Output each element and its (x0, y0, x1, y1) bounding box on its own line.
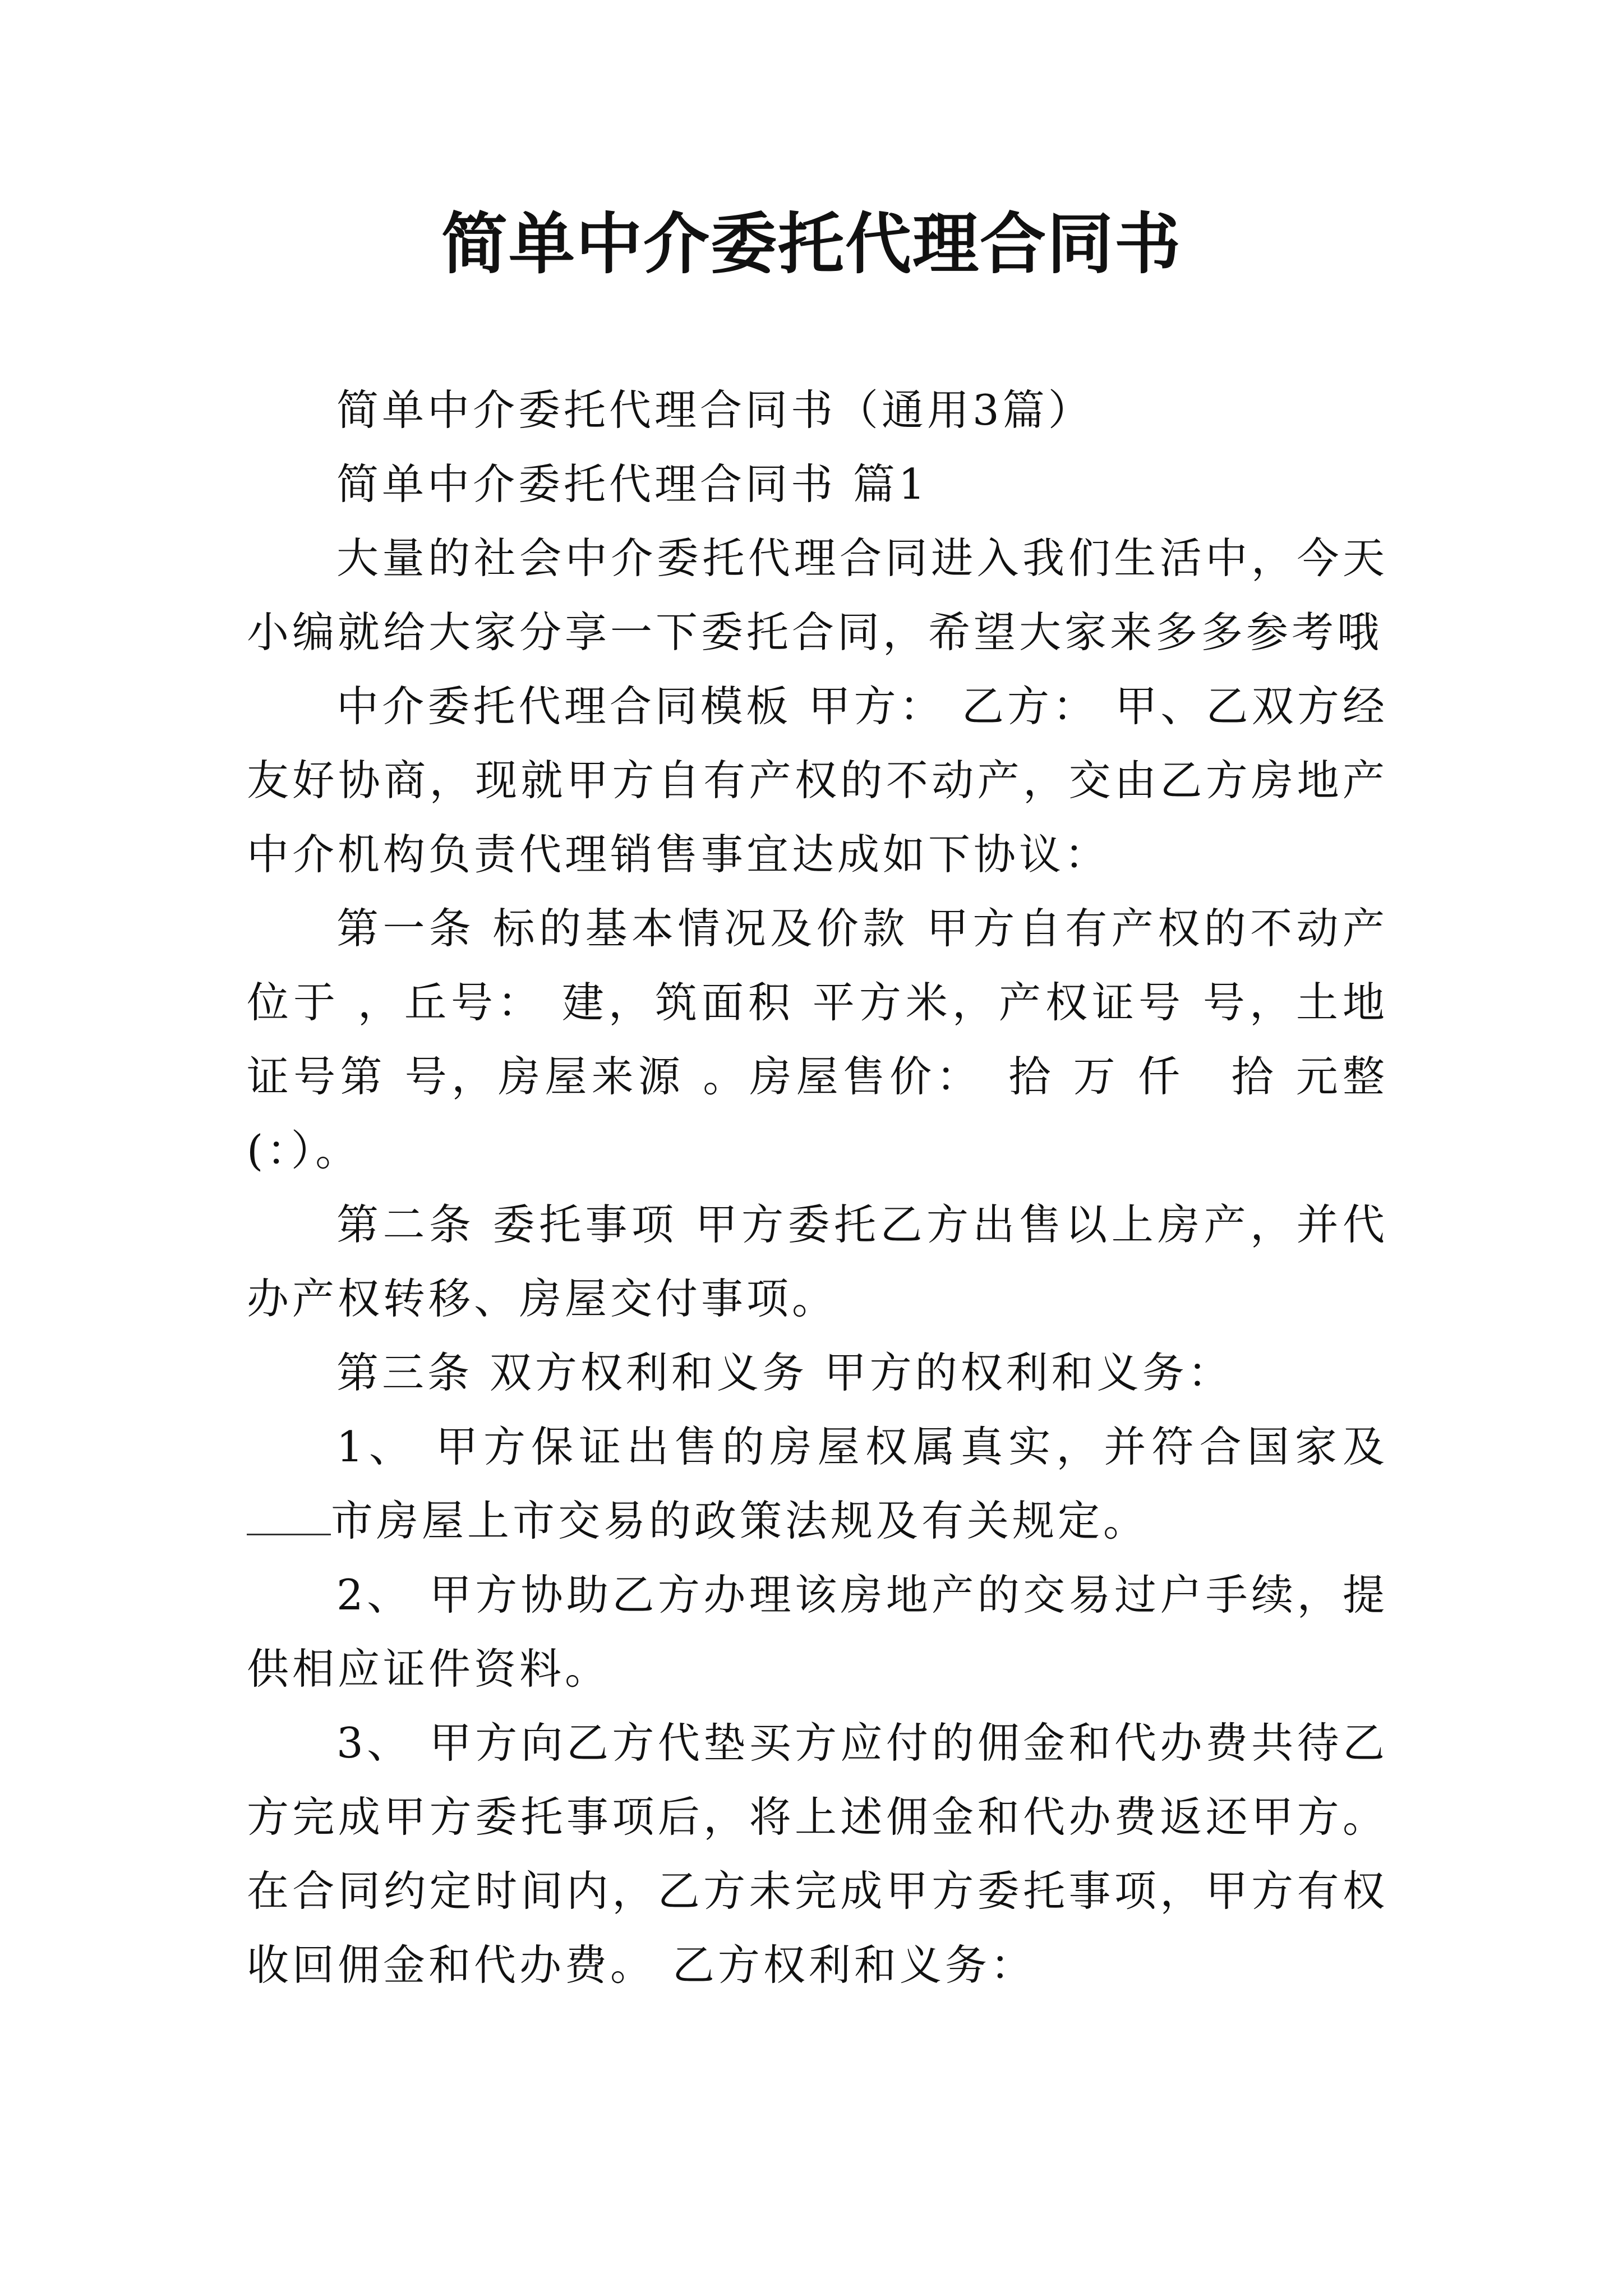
document-title: 简单中介委托代理合同书 (441, 205, 1182, 283)
fill-in-blank (247, 1494, 331, 1535)
paragraph-part-heading: 简单中介委托代理合同书 篇1 (336, 459, 929, 509)
document-body (247, 373, 1388, 2002)
clause-1-continuation: 市房屋上市交易的政策法规及有关规定。 (331, 1496, 1149, 1545)
paragraph-parties: 中介委托代理合同模板 甲方： 乙方： 甲、乙双方经友好协商，现就甲方自有产权的不动产，交由乙方房地产中介机构负责代理销售事宜达成如下协议： (247, 682, 1388, 879)
paragraph-intro: 大量的社会中介委托代理合同进入我们生活中，今天小编就给大家分享一下委托合同，希望大家来多多参考哦 (247, 533, 1388, 657)
paragraph-clause-2: 2、 甲方协助乙方办理该房地产的交易过户手续，提供相应证件资料。 (247, 1570, 1388, 1694)
paragraph-article-2: 第二条 委托事项 甲方委托乙方出售以上房产，并代办产权转移、房屋交付事项。 (247, 1200, 1388, 1323)
paragraph-clause-3: 3、 甲方向乙方代垫买方应付的佣金和代办费共待乙方完成甲方委托事项后，将上述佣金和代办费返还甲方。在合同约定时间内，乙方未完成甲方委托事项，甲方有权收回佣金和代办费。 乙方权利和义务： (247, 1718, 1388, 1990)
paragraph-subtitle: 简单中介委托代理合同书（通用3篇） (336, 385, 1094, 435)
paragraph-article-1: 第一条 标的基本情况及价款 甲方自有产权的不动产位于 ，丘号： 建，筑面积 平方米，产权证号 号，土地证号第 号，房屋来源 。房屋售价： 拾 万 仟 拾 元整(：）。 (247, 904, 1388, 1175)
paragraph-clause-1 (247, 1410, 1388, 1558)
clause-1-text: 1、 甲方保证出售的房屋权属真实，并符合国家及 (336, 1422, 1388, 1471)
paragraph-article-3: 第三条 双方权利和义务 甲方的权利和义务： (336, 1348, 1233, 1397)
